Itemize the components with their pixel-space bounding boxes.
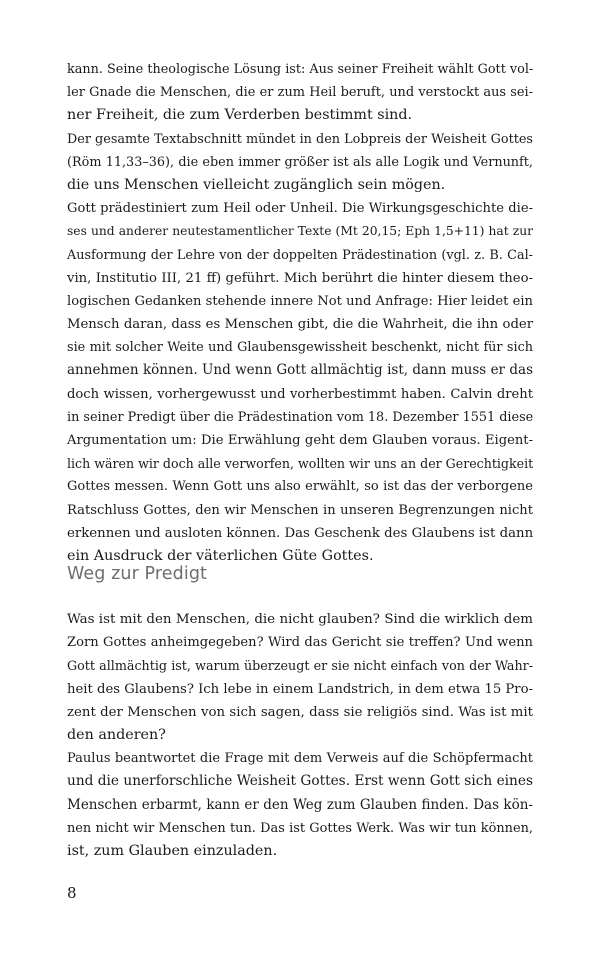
text-line: Ausformung der Lehre von der doppelten Prädestination (vgl. z. B. Cal- [67,247,533,263]
text-line: (Röm 11,33–36), die eben immer größer ist als alle Logik und Vernunft, [67,154,533,170]
text-line: und die unerforschliche Weisheit Gottes. Erst wenn Gott sich eines [67,773,533,790]
text-line: erkennen und ausloten können. Das Geschenk des Glaubens ist dann [67,525,534,541]
text-line: Ratschluss Gottes, den wir Menschen in unseren Begrenzungen nicht [67,502,533,518]
text-line: sie mit solcher Weite und Glaubensgewissheit beschenkt, nicht für sich [67,340,533,356]
body-text-bottom [67,608,533,863]
text-line: kann. Seine theologische Lösung ist: Aus seiner Freiheit wählt Gott vol- [67,62,534,77]
body-text-top [67,58,533,568]
text-line: nen nicht wir Menschen tun. Das ist Gottes Werk. Was wir tun können, [67,820,533,836]
text-line: ist, zum Glauben einzuladen. [67,842,278,859]
paragraph [67,128,533,198]
text-line: Argumentation um: Die Erwählung geht dem Glauben voraus. Eigent- [67,433,533,448]
text-line: ses und anderer neutestamentlicher Texte (Mt 20,15; Eph 1,5+11) hat zur [67,224,533,239]
text-line: doch wissen, vorhergewusst und vorherbestimmt haben. Calvin dreht [67,386,533,402]
text-line: Gottes messen. Wenn Gott uns also erwählt, so ist das der verborgene [67,479,533,495]
text-line: logischen Gedanken stehende innere Not und Anfrage: Hier leidet ein [67,293,533,309]
paragraph [67,197,533,568]
paragraph [67,747,533,863]
text-line: Zorn Gottes anheimgegeben? Wird das Gericht sie treffen? Und wenn [67,635,533,651]
text-line: Gott allmächtig ist, warum überzeugt er sie nicht einfach von der Wahr- [67,658,533,674]
text-line: zent der Menschen von sich sagen, dass sie religiös sind. Was ist mit [67,704,533,720]
text-line: ner Freiheit, die zum Verderben bestimmt sind. [67,107,413,124]
text-line: Paulus beantwortet die Frage mit dem Verweis auf die Schöpfermacht [67,751,533,767]
text-line: den anderen? [67,726,166,743]
section-heading: Weg zur Predigt [67,564,208,584]
text-line: ler Gnade die Menschen, die er zum Heil beruft, und verstockt aus sei- [67,85,533,101]
text-line: Der gesamte Textabschnitt mündet in den Lobpreis der Weisheit Gottes [67,131,533,147]
text-line: Gott prädestiniert zum Heil oder Unheil. Die Wirkungsgeschichte die- [67,201,533,217]
paragraph [67,608,533,747]
text-line: die uns Menschen vielleicht zugänglich sein mögen. [67,176,446,193]
text-line: annehmen können. Und wenn Gott allmächtig ist, dann muss er das [67,362,533,379]
text-line: heit des Glaubens? Ich lebe in einem Landstrich, in dem etwa 15 Pro- [67,681,533,697]
text-line: Was ist mit den Menschen, die nicht glauben? Sind die wirklich dem [67,612,533,627]
text-line: in seiner Predigt über die Prädestination vom 18. Dezember 1551 diese [67,409,534,425]
paragraph [67,58,533,128]
text-line: vin, Institutio III, 21 ff) geführt. Mich berührt die hinter diesem theo- [67,270,533,286]
text-line: Menschen erbarmt, kann er den Weg zum Glauben finden. Das kön- [67,796,533,813]
text-line: ein Ausdruck der väterlichen Güte Gottes. [67,547,374,564]
text-line: lich wären wir doch alle verworfen, wollten wir uns an der Gerechtigkeit [67,456,534,472]
page-number: 8 [67,884,77,902]
text-line: Mensch daran, dass es Menschen gibt, die die Wahrheit, die ihn oder [67,317,533,333]
